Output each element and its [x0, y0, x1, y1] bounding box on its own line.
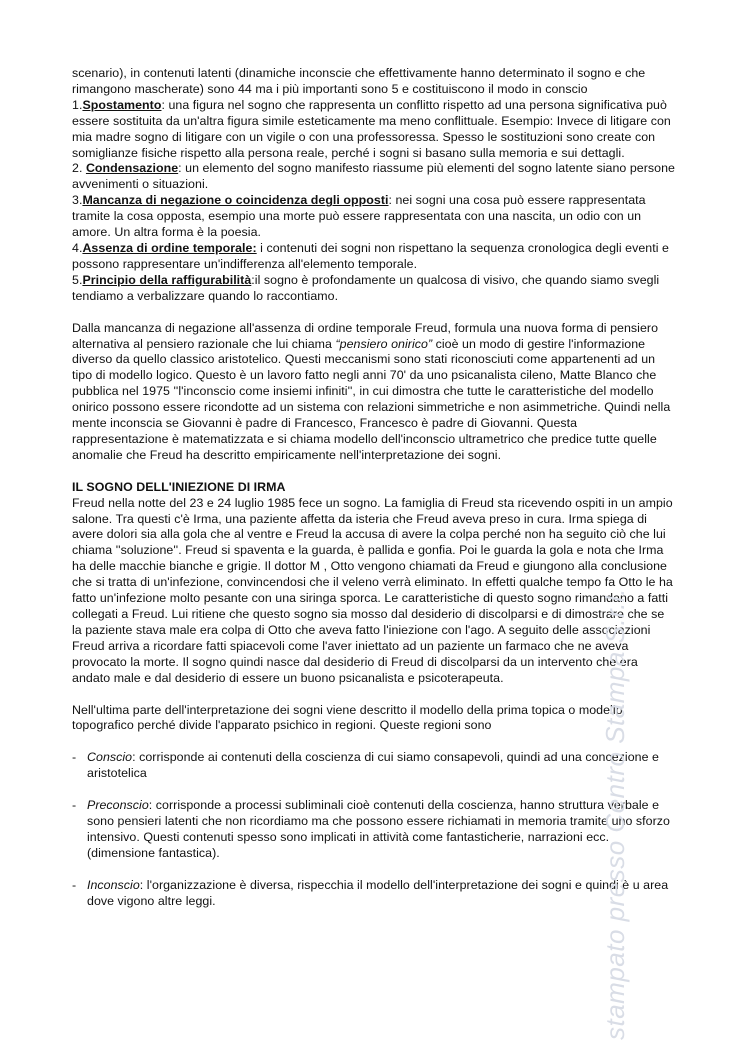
bullet-text: : corrisponde a processi subliminali cioè contenuti della coscienza, hanno struttura verbale e sono pensieri latenti che non ricordiamo ma che possono essere richiamati in memoria tramite uno sforzo intensivo. Questi contenuti spesso sono implicati in attività come fantasticherie, narrazioni ecc. (dimensione fantastica).: [87, 798, 670, 860]
paragraph-text: Dalla mancanza di negazione all'assenza di ordine temporale Freud, formula una nuova forma di pensiero alternativa al pensiero razionale che lui chiama: [72, 320, 659, 351]
bullet-term: Conscio: [87, 750, 133, 765]
document-page: [72, 66, 676, 910]
item-number: 4.: [72, 240, 83, 255]
bullet-preconscio: [72, 798, 676, 862]
list-item-condensazione: [72, 161, 676, 193]
bullet-text: : l'organizzazione è diversa, rispecchia il modello dell'interpretazione dei sogni e quindi è u area dove vigono altre leggi.: [87, 877, 669, 908]
item-text: i contenuti dei sogni non rispettano la sequenza cronologica degli eventi e possono rappresentare un'indifferenza all'elemento temporale.: [72, 240, 673, 271]
item-term: Assenza di ordine temporale:: [82, 240, 257, 255]
list-item-mancanza-negazione: [72, 193, 676, 241]
bullet-term: Preconscio: [87, 798, 149, 813]
dash-bullet: -: [72, 750, 77, 765]
pensiero-onirico-paragraph: [72, 321, 676, 464]
item-number: 5.: [72, 272, 83, 287]
item-term: Mancanza di negazione o coincidenza degli opposti: [82, 193, 389, 208]
item-text: :il sogno è profondamente un qualcosa di visivo, che quando siamo svegli tendiamo a verbalizzare quando lo raccontiamo.: [72, 272, 660, 303]
paragraph-text: cioè un modo di gestire l'informazione diverso da quello classico aristotelico. Questi meccanismi sono stati riconosciuti come appartenenti ad un tipo di modello logico. Questo è un lavoro fatto negli anni 70' da uno psicanalista cileno, Matte Blanco che pubblica nel 1975 ''l'inconscio come insiemi infiniti'', in cui dimostra che tutte le caratteristiche del modello onirico possono essere ricondotte ad un sistema con relazioni simmetriche e non asimmetriche. Quindi nella mente inconscia se Giovanni è padre di Francesco, Francesco è padre di Giovanni. Questa rappresentazione è matematizzata e si chiama modello dell'inconscio ultrametrico che predice tutte quelle anomalie che Freud ha descritto empiricamente nell'interpretazione dei sogni.: [72, 336, 671, 462]
pensiero-onirico-term: “pensiero onirico”: [335, 336, 433, 351]
item-text: : un elemento del sogno manifesto riassume più elementi del sogno latente siano persone avvenimenti o situazioni.: [72, 161, 675, 192]
irma-paragraph: Freud nella notte del 23 e 24 luglio 1985 fece un sogno. La famiglia di Freud sta ricevendo ospiti in un ampio salone. Tra questi c'è Irma, una paziente affetta da isteria che Freud aveva preso in cura. Irma spiega di avere dolori sia alla gola che al ventre e Freud la accusa di avere la colpa perché non ha seguito ciò che lui chiama ''soluzione''. Freud si spaventa e la guarda, è pallida e gonfia. Poi le guarda la gola e nota che Irma ha delle macchie bianche e grigie. Il dottor M , Otto vengono chiamati da Freud e giungono alla conclusione che si tratta di un'infezione, convincendosi che il veleno verrà eliminato. In effetti qualche tempo fa Otto le ha fatto un'infezione molto pesante con una siringa sporca. Le caratteristiche di questo sogno rimandano a fatti collegati a Freud. Lui ritiene che questo sogno sia mosso dal desiderio di discolparsi e di dimostrare che se la paziente stava male era colpa di Otto che aveva fatto l'iniezione con l'ago. A seguito delle associazioni Freud arriva a ricordare fatti spiacevoli come l'aver iniettato ad un paziente un farmaco che ne aveva provocato la morte. Il sogno quindi nasce dal desiderio di Freud di discolparsi da un intervento che era andato male e dal desiderio di essere un buono psicanalista e psicoterapeuta.: [72, 495, 673, 685]
bullet-text: : corrisponde ai contenuti della coscienza di cui siamo consapevoli, quindi ad una concezione e aristotelica: [87, 750, 659, 781]
list-item-assenza-ordine: [72, 241, 676, 273]
topica-paragraph: Nell'ultima parte dell'interpretazione dei sogni viene descritto il modello della prima topica o modello topografico perché divide l'apparato psichico in regioni. Queste regioni sono: [72, 702, 623, 733]
dash-bullet: -: [72, 798, 77, 813]
bullet-inconscio: [72, 878, 676, 910]
item-term: Condensazione: [85, 161, 179, 176]
bullet-conscio: [72, 750, 676, 782]
item-text: : nei sogni una cosa può essere rappresentata tramite la cosa opposta, esempio una morte può essere rappresentata con una nascita, un odio con un amore. Un altra forma è la poesia.: [72, 193, 646, 240]
item-number: 1.: [72, 97, 83, 112]
print-watermark: stampato presso Centro Stampa S.r.l.: [600, 587, 630, 1040]
item-term: Spostamento: [82, 97, 162, 112]
item-number: 3.: [72, 193, 83, 208]
list-item-raffigurabilita: [72, 273, 676, 305]
dash-bullet: -: [72, 877, 77, 892]
section-heading: IL SOGNO DELL'INIEZIONE DI IRMA: [72, 479, 286, 494]
bullet-term: Inconscio: [87, 877, 140, 892]
item-text: : una figura nel sogno che rappresenta un conflitto rispetto ad una persona significativa può essere sostituita da un'altra figura simile esteticamente ma meno conflittuale. Esempio: Invece di litigare con mia madre sogno di litigare con un vigile o con una professoressa. Spesso le sostituzioni sono create con somiglianze fisiche rispetto alla persona reale, perché i sogni si basano sulla memoria e sui dettagli.: [72, 97, 671, 160]
intro-paragraph: scenario), in contenuti latenti (dinamiche inconscie che effettivamente hanno determinato il sogno e che rimangono mascherate) sono 44 ma i più importanti sono 5 e costituiscono il modo in conscio: [72, 66, 646, 96]
item-term: Principio della raffigurabilità: [82, 272, 252, 287]
item-number: 2.: [72, 161, 86, 176]
list-item-spostamento: [72, 98, 676, 162]
